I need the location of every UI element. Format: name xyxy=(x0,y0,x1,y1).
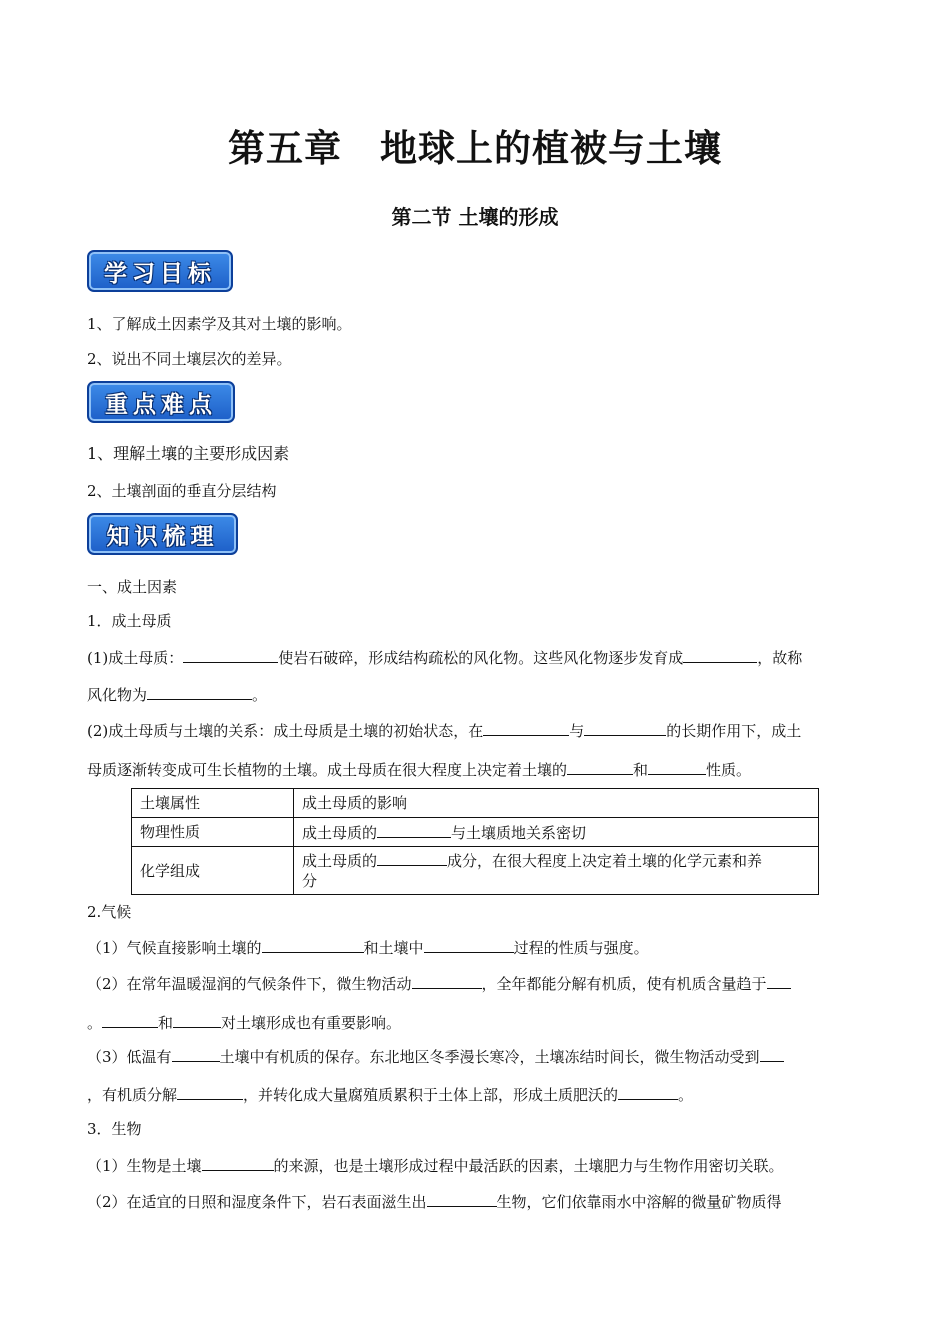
text: 母质逐渐转变成可生长植物的土壤。成土母质在很大程度上决定着土壤的 xyxy=(87,761,568,779)
fill-blank[interactable] xyxy=(760,1046,784,1062)
section-heading-factors: 一、成土因素 xyxy=(87,578,178,596)
text: （2）在适宜的日照和湿度条件下，岩石表面滋生出 xyxy=(87,1193,427,1211)
objective-1: 1、了解成土因素学及其对土壤的影响。 xyxy=(87,315,352,333)
text: (1)成土母质： xyxy=(87,649,184,667)
table-cell: 物理性质 xyxy=(132,818,294,847)
text: 过程的性质与强度。 xyxy=(513,939,649,957)
text: 和 xyxy=(158,1014,174,1032)
paragraph-parent-material-2 xyxy=(87,684,867,705)
section-title: 第二节 土壤的形成 xyxy=(391,205,559,229)
table-row xyxy=(132,789,819,818)
text: 和土壤中 xyxy=(363,939,424,957)
fill-blank[interactable] xyxy=(767,973,791,989)
text: (2)成土母质与土壤的关系：成土母质是土壤的初始状态，在 xyxy=(87,722,484,740)
fill-blank[interactable] xyxy=(427,1191,497,1207)
text: 。 xyxy=(87,1014,103,1032)
text: 成土母质的 xyxy=(302,823,378,842)
table-cell: 化学组成 xyxy=(132,847,294,895)
fill-blank[interactable] xyxy=(567,759,633,775)
fill-blank[interactable] xyxy=(483,720,569,736)
fill-blank[interactable] xyxy=(262,937,364,953)
table-row xyxy=(132,847,819,895)
subheading-climate: 2.气候 xyxy=(87,903,132,921)
fill-blank[interactable] xyxy=(147,684,252,700)
fill-blank[interactable] xyxy=(424,937,514,953)
text: （1）生物是土壤 xyxy=(87,1157,202,1175)
paragraph-biology-2 xyxy=(87,1191,867,1212)
subheading-biology: 3．生物 xyxy=(87,1120,142,1138)
soil-property-table xyxy=(131,788,819,895)
text: 与 xyxy=(569,722,585,740)
text: 成分，在很大程度上决定着土壤的化学元素和养 xyxy=(447,852,763,870)
paragraph-parent-material-1 xyxy=(87,647,867,668)
paragraph-climate-2 xyxy=(87,973,867,994)
text: 土壤中有机质的保存。东北地区冬季漫长寒冷，土壤冻结时间长，微生物活动受到 xyxy=(219,1048,760,1066)
paragraph-climate-3 xyxy=(87,1012,867,1033)
fill-blank[interactable] xyxy=(377,850,447,866)
text: 风化物为 xyxy=(87,686,148,704)
paragraph-climate-1 xyxy=(87,937,867,958)
fill-blank[interactable] xyxy=(618,1084,678,1100)
text: （2）在常年温暖湿润的气候条件下，微生物活动 xyxy=(87,975,412,993)
paragraph-relation-1 xyxy=(87,720,867,741)
text: ，全年都能分解有机质，使有机质含量趋于 xyxy=(481,975,767,993)
fill-blank[interactable] xyxy=(183,647,278,663)
table-header-cell: 土壤属性 xyxy=(132,789,294,818)
text: ，并转化成大量腐殖质累积于土体上部，形成土质肥沃的 xyxy=(243,1086,619,1104)
paragraph-biology-1 xyxy=(87,1155,867,1176)
fill-blank[interactable] xyxy=(648,759,706,775)
table-header-cell: 成土母质的影响 xyxy=(294,789,819,818)
fill-blank[interactable] xyxy=(683,647,757,663)
fill-blank[interactable] xyxy=(102,1012,158,1028)
fill-blank[interactable] xyxy=(412,973,482,989)
key-points-badge: 重点难点 xyxy=(87,381,235,423)
fill-blank[interactable] xyxy=(584,720,666,736)
objective-2: 2、说出不同土壤层次的差异。 xyxy=(87,350,292,368)
text: 分 xyxy=(302,872,318,890)
paragraph-climate-4 xyxy=(87,1046,867,1067)
fill-blank[interactable] xyxy=(377,822,451,838)
text: 生物，它们依靠雨水中溶解的微量矿物质得 xyxy=(496,1193,782,1211)
knowledge-review-badge: 知识梳理 xyxy=(87,513,238,555)
key-point-2: 2、土壤剖面的垂直分层结构 xyxy=(87,482,277,500)
text: 对土壤形成也有重要影响。 xyxy=(221,1014,402,1032)
paragraph-relation-2 xyxy=(87,759,867,780)
text: 性质。 xyxy=(706,761,752,779)
fill-blank[interactable] xyxy=(172,1046,220,1062)
key-point-1: 1、理解土壤的主要形成因素 xyxy=(87,444,290,463)
text: 和 xyxy=(633,761,649,779)
text: 的长期作用下，成土 xyxy=(666,722,802,740)
paragraph-climate-5 xyxy=(87,1084,867,1105)
text: 的来源，也是土壤形成过程中最活跃的因素，土壤肥力与生物作用密切关联。 xyxy=(273,1157,784,1175)
learning-objectives-badge: 学习目标 xyxy=(87,250,233,292)
table-cell xyxy=(294,847,819,895)
text: 成土母质的 xyxy=(302,852,378,870)
text: ，有机质分解 xyxy=(87,1086,178,1104)
fill-blank[interactable] xyxy=(177,1084,243,1100)
fill-blank[interactable] xyxy=(173,1012,221,1028)
table-row xyxy=(132,818,819,847)
text: 。 xyxy=(678,1086,694,1104)
text: 使岩石破碎，形成结构疏松的风化物。这些风化物逐步发育成 xyxy=(278,649,684,667)
text: （3）低温有 xyxy=(87,1048,172,1066)
text: 。 xyxy=(252,686,268,704)
text: ，故称 xyxy=(757,649,803,667)
chapter-title: 第五章 地球上的植被与土壤 xyxy=(228,126,722,170)
text: （1）气候直接影响土壤的 xyxy=(87,939,262,957)
text: 与土壤质地关系密切 xyxy=(451,823,587,842)
table-cell xyxy=(294,818,819,847)
subheading-parent-material: 1．成土母质 xyxy=(87,612,172,630)
fill-blank[interactable] xyxy=(202,1155,274,1171)
